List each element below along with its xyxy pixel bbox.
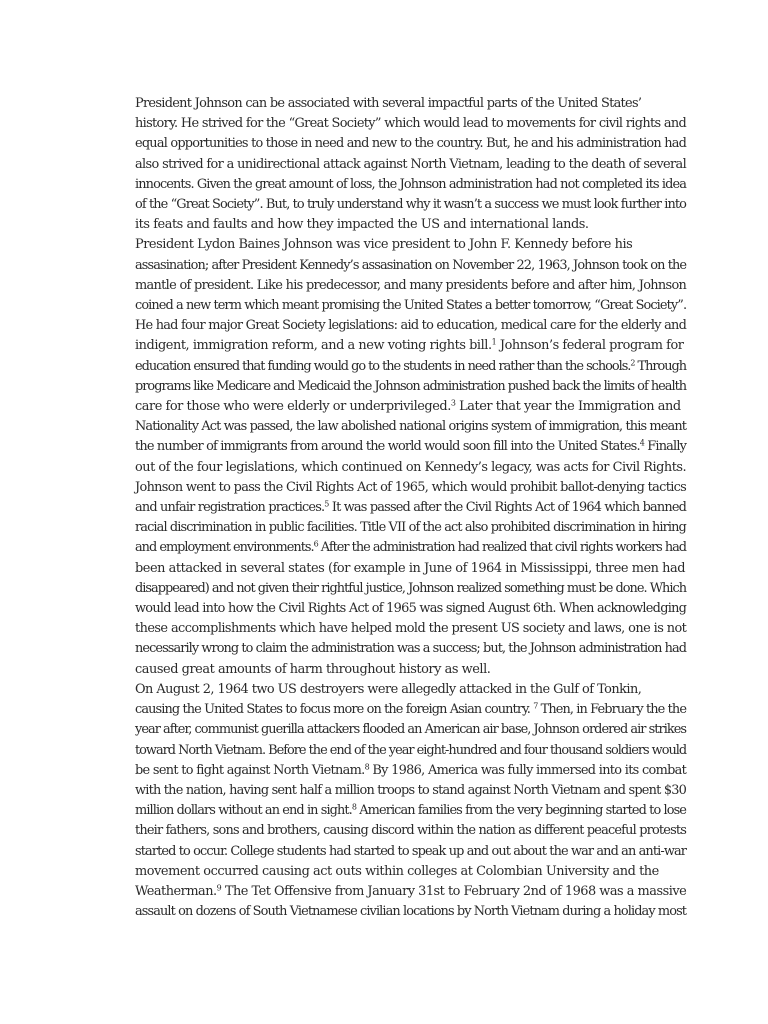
text-line [90,94,688,114]
text-run: year after, communist guerilla attackers flooded an American air base, Johnson ordered air strikes [135,722,687,738]
text-line [90,155,688,175]
text-run: Johnson went to pass the Civil Rights Act of 1965, which would prohibit ballot-denying tactics [135,479,687,495]
footnote-marker: 6 [313,540,318,550]
text-line [90,781,688,801]
footnote-marker: 8 [364,762,369,772]
text-line [90,114,688,134]
text-run: assault on dozens of South Vietnamese civilian locations by North Vietnam during a holiday most [135,904,687,920]
text-line [90,741,688,761]
text-line [90,761,688,781]
text-line [90,417,688,437]
text-line [90,256,688,276]
text-line [90,357,688,377]
text-run: with the nation, having sent half a million troops to stand against North Vietnam and spent $30 [135,782,687,798]
text-run: coined a new term which meant promising the United States a better tomorrow, “Great Society”. [135,298,687,314]
text-run: Finally [644,439,687,455]
text-run: education ensured that funding would go to the students in need rather than the schools. [135,358,631,374]
text-run: President Johnson can be associated with several impactful parts of the United States’ [135,96,642,111]
text-run: racial discrimination in public facilities. Title VII of the act also prohibited discrimination in hiring [135,520,686,536]
text-run: American families from the very beginning started to lose [356,803,687,819]
text-run: equal opportunities to those in need and new to the country. But, he and his administration had [135,136,687,152]
text-line [90,215,688,235]
text-run: After the administration had realized that civil rights workers had [317,540,687,556]
text-run: would lead into how the Civil Rights Act of 1965 was signed August 6th. When acknowledging [135,601,687,617]
text-run: disappeared) and not given their rightful justice, Johnson realized something must be done. Which [135,580,687,596]
text-line [90,377,688,397]
footnote-marker: 7 [533,701,538,711]
text-line [90,175,688,195]
text-run: of the “Great Society”. But, to truly understand why it wasn’t a success we must look further into [135,197,687,213]
text-line [90,195,688,215]
text-line [90,821,688,841]
text-run: also strived for a unidirectional attack against North Vietnam, leading to the death of several [135,156,687,172]
text-line [90,700,688,720]
text-run: caused great amounts of harm throughout history as well. [135,661,491,677]
text-run: Johnson’s federal program for [496,338,684,354]
document-body [90,94,688,922]
footnote-marker: 3 [450,398,456,408]
text-line [90,720,688,740]
text-line [90,478,688,498]
text-line [90,316,688,336]
text-run: Later that year the Immigration and [455,399,681,415]
paragraph [90,235,688,679]
text-run: Through [634,358,687,374]
text-line [90,134,688,154]
text-run: and unfair registration practices. [135,500,325,516]
text-line [90,498,688,518]
text-run: and employment environments. [135,540,314,556]
footnote-marker: 9 [216,883,222,893]
footnote-marker: 1 [491,338,497,348]
text-run: been attacked in several states (for example in June of 1964 in Mississippi, three men had [135,560,686,576]
text-line [90,235,688,255]
text-run: the number of immigrants from around the world would soon fill into the United States. [135,439,640,455]
paragraph [90,680,688,922]
text-run: toward North Vietnam. Before the end of the year eight-hundred and four thousand soldiers would [135,742,687,758]
footnote-marker: 5 [324,499,329,509]
text-run: On August 2, 1964 two US destroyers were allegedly attacked in the Gulf of Tonkin, [135,681,642,697]
text-line [90,680,688,700]
text-line [90,639,688,659]
footnote-marker: 2 [630,358,635,368]
text-line [90,842,688,862]
text-run: Nationality Act was passed, the law abolished national origins system of immigration, this meant [135,419,687,435]
text-line [90,801,688,821]
text-line [90,882,688,902]
text-run: their fathers, sons and brothers, causing discord within the nation as different peaceful protests [135,823,687,839]
text-run: programs like Medicare and Medicaid the Johnson administration pushed back the limits of health [135,378,687,394]
text-run: million dollars without an end in sight. [135,803,352,819]
text-run: The Tet Offensive from January 31st to February 2nd of 1968 was a massive [221,883,687,899]
text-line [90,902,688,922]
text-run: causing the United States to focus more on the foreign Asian country. [135,702,534,718]
footnote-marker: 4 [639,439,644,449]
text-run: Then, in February the the [537,702,687,718]
text-run: He had four major Great Society legislations: aid to education, medical care for the elderly and [135,318,687,334]
text-run: movement occurred causing act outs within colleges at Colombian University and the [135,863,659,879]
text-line [90,397,688,417]
text-line [90,862,688,882]
text-run: assasination; after President Kennedy’s assasination on November 22, 1963, Johnson took on the [135,257,687,273]
text-run: President Lydon Baines Johnson was vice president to John F. Kennedy before his [135,237,633,253]
text-line [90,437,688,457]
text-run: innocents. Given the great amount of loss, the Johnson administration had not completed its idea [135,176,687,192]
text-line [90,579,688,599]
paragraph [90,94,688,235]
text-run: started to occur. College students had started to speak up and out about the war and an anti-war [135,843,687,859]
text-run: care for those who were elderly or underprivileged. [135,399,451,415]
text-run: Weatherman. [135,883,217,899]
text-line [90,518,688,538]
text-run: these accomplishments which have helped mold the present US society and laws, one is not [135,621,687,637]
text-run: out of the four legislations, which continued on Kennedy’s legacy, was acts for Civil Rights. [135,459,687,475]
footnote-marker: 8 [351,802,357,812]
text-run: mantle of president. Like his predecessor, and many presidents before and after him, Johnson [135,277,687,293]
text-line [90,336,688,356]
text-line [90,296,688,316]
text-line [90,559,688,579]
text-line [90,458,688,478]
text-line [90,538,688,558]
text-run: necessarily wrong to claim the administration was a success; but, the Johnson administration had [135,641,687,657]
text-run: indigent, immigration reform, and a new voting rights bill. [135,338,492,354]
text-run: By 1986, America was fully immersed into its combat [368,762,687,778]
text-line [90,276,688,296]
text-run: history. He strived for the “Great Society” which would lead to movements for civil rights and [135,116,687,132]
text-run: be sent to fight against North Vietnam. [135,762,365,778]
text-run: its feats and faults and how they impacted the US and international lands. [135,217,589,233]
text-line [90,599,688,619]
text-line [90,660,688,680]
text-line [90,619,688,639]
text-run: It was passed after the Civil Rights Act of 1964 which banned [328,500,687,516]
